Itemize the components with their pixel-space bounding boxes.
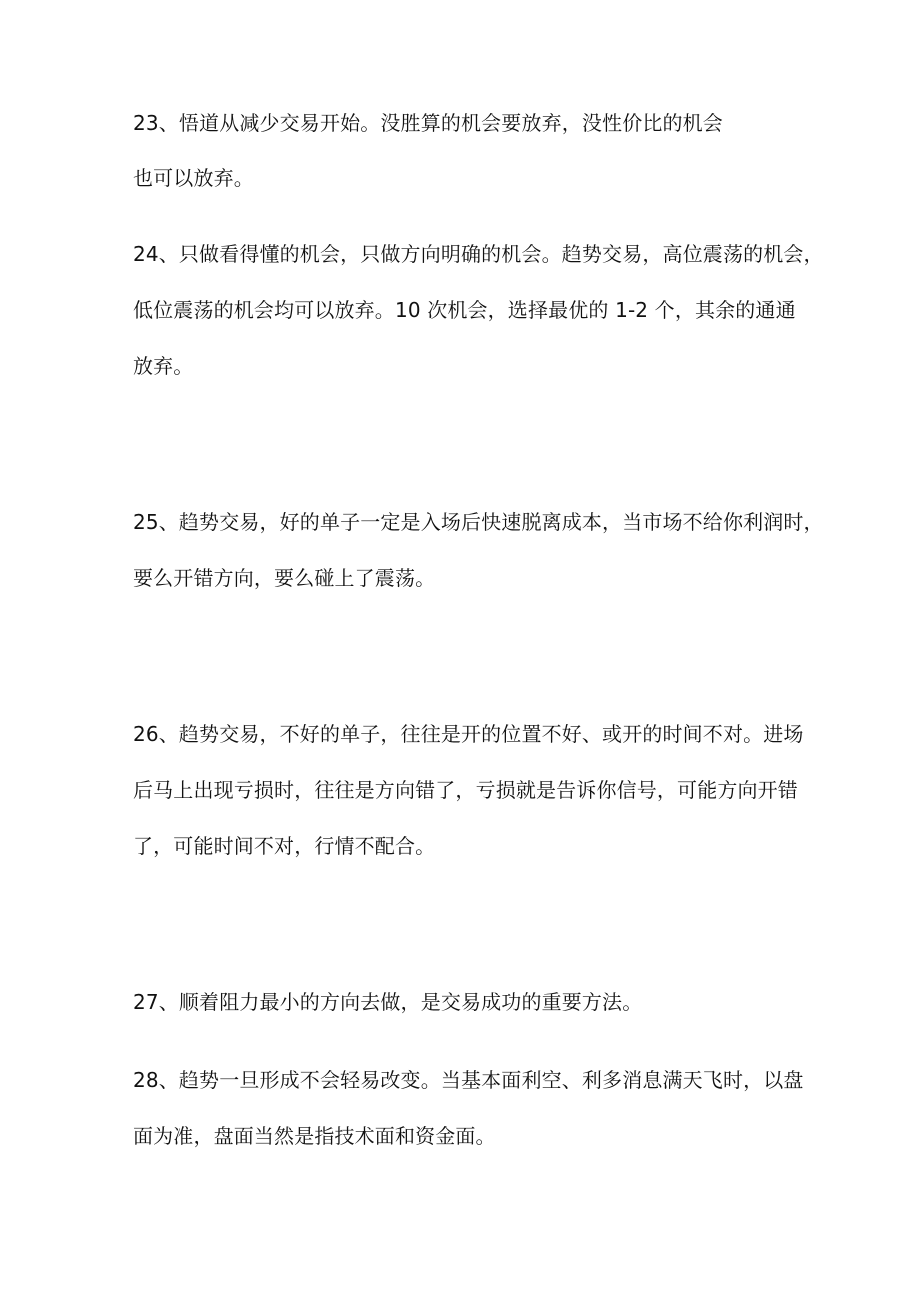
paragraph-line: 26、趋势交易，不好的单子，往往是开的位置不好、或开的时间不对。进场 — [133, 722, 804, 746]
paragraph-line: 24、只做看得懂的机会，只做方向明确的机会。趋势交易，高位震荡的机会， — [133, 242, 824, 266]
paragraph-line: 27、顺着阻力最小的方向去做，是交易成功的重要方法。 — [133, 990, 643, 1014]
paragraph-line: 要么开错方向，要么碰上了震荡。 — [133, 566, 436, 590]
paragraph-line: 了，可能时间不对，行情不配合。 — [133, 834, 436, 858]
paragraph-line: 23、悟道从减少交易开始。没胜算的机会要放弃，没性价比的机会 — [133, 111, 723, 135]
paragraph-line: 也可以放弃。 — [133, 166, 254, 190]
paragraph-line: 25、趋势交易，好的单子一定是入场后快速脱离成本，当市场不给你利润时， — [133, 510, 824, 534]
paragraph-line: 低位震荡的机会均可以放弃。10 次机会，选择最优的 1-2 个，其余的通通 — [133, 298, 796, 322]
paragraph-line: 28、趋势一旦形成不会轻易改变。当基本面利空、利多消息满天飞时，以盘 — [133, 1068, 804, 1092]
paragraph-line: 后马上出现亏损时，往往是方向错了，亏损就是告诉你信号，可能方向开错 — [133, 778, 798, 802]
paragraph-line: 放弃。 — [133, 354, 194, 378]
paragraph-line: 面为准，盘面当然是指技术面和资金面。 — [133, 1124, 496, 1148]
